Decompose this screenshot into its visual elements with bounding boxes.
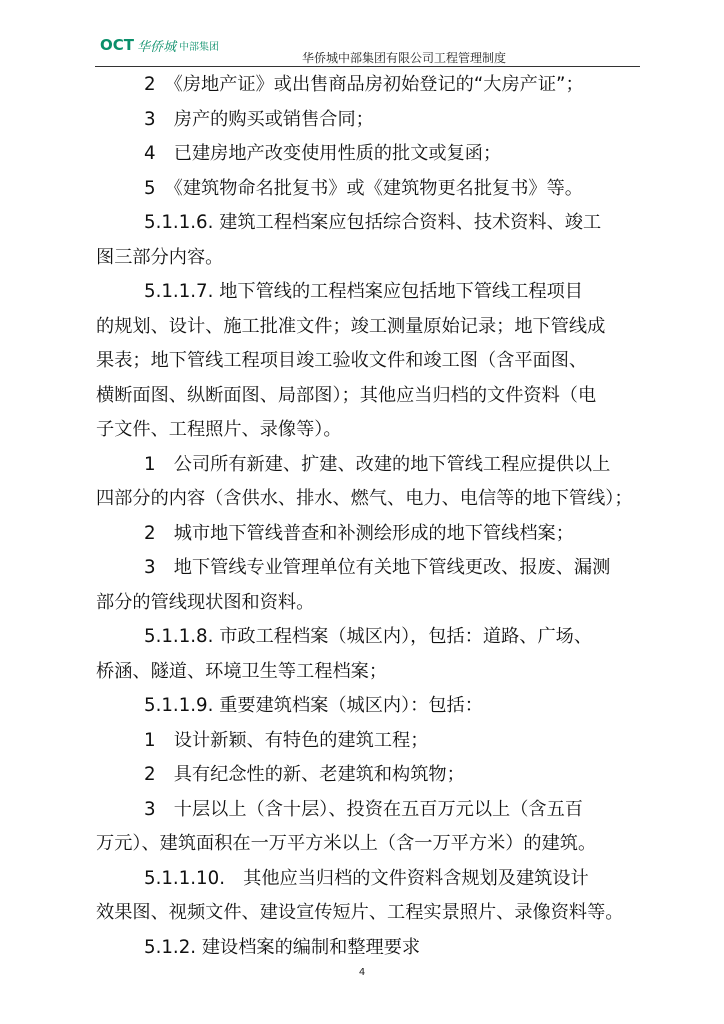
text-line: 果表；地下管线工程项目竣工验收文件和竣工图（含平面图、 (96, 350, 588, 371)
logo-group-text: 中部集团 (179, 41, 220, 53)
text-line: 图三部分内容。 (96, 246, 224, 268)
text-line: 四部分的内容（含供水、排水、燃气、电力、电信等的地下管线）； (96, 488, 633, 509)
text-line: 横断面图、纵断面图、局部图）；其他应当归档的文件资料（电 (96, 384, 597, 406)
text-line: 3 十层以上（含十层）、投资在五百万元以上（含五百 (144, 798, 583, 820)
page-header (0, 0, 724, 70)
text-line: 万元）、建筑面积在一万平方米以上（含一万平方米）的建筑。 (96, 833, 597, 854)
text-line: 效果图、视频文件、建设宣传短片、工程实景照片、录像资料等。 (96, 902, 624, 923)
logo-oct-text: OCT (100, 36, 134, 54)
text-line: 3 房产的购买或销售合同； (144, 108, 374, 130)
text-line: 5 《建筑物命名批复书》或《建筑物更名批复书》等。 (144, 177, 583, 199)
text-line: 2 《房地产证》或出售商品房初始登记的“大房产证”； (144, 74, 584, 95)
text-line: 2 具有纪念性的新、老建筑和构筑物； (144, 764, 465, 785)
text-line: 5.1.1.6. 建筑工程档案应包括综合资料、技术资料、竣工 (144, 212, 602, 233)
logo-script-text: 华侨城 (137, 39, 177, 55)
header-divider (95, 66, 640, 67)
text-line: 的规划、设计、施工批准文件；竣工测量原始记录；地下管线成 (96, 315, 606, 337)
company-logo (100, 34, 219, 56)
text-line: 5.1.2. 建设档案的编制和整理要求 (144, 936, 421, 958)
text-line: 5.1.1.9. 重要建筑档案（城区内）：包括： (144, 695, 483, 716)
text-line: 部分的管线现状图和资料。 (96, 591, 315, 613)
text-line: 4 已建房地产改变使用性质的批文或复函； (144, 143, 502, 164)
text-line: 2 城市地下管线普查和补测绘形成的地下管线档案； (144, 522, 574, 544)
header-title: 华侨城中部集团有限公司工程管理制度 (302, 51, 507, 65)
page-number: 4 (358, 967, 366, 978)
text-line: 3 地下管线专业管理单位有关地下管线更改、报废、漏测 (144, 557, 611, 578)
text-line: 1 设计新颖、有特色的建筑工程； (144, 729, 429, 751)
text-line: 子文件、工程照片、录像等）。 (96, 419, 342, 440)
text-line: 5.1.1.10. 其他应当归档的文件资料含规划及建筑设计 (144, 867, 589, 889)
document-body (96, 68, 644, 965)
text-line: 5.1.1.7. 地下管线的工程档案应包括地下管线工程项目 (144, 281, 583, 302)
text-line: 桥涵、隧道、环境卫生等工程档案； (96, 660, 388, 682)
text-line: 1 公司所有新建、扩建、改建的地下管线工程应提供以上 (144, 453, 611, 475)
text-line: 5.1.1.8. 市政工程档案（城区内），包括：道路、广场、 (144, 626, 593, 647)
